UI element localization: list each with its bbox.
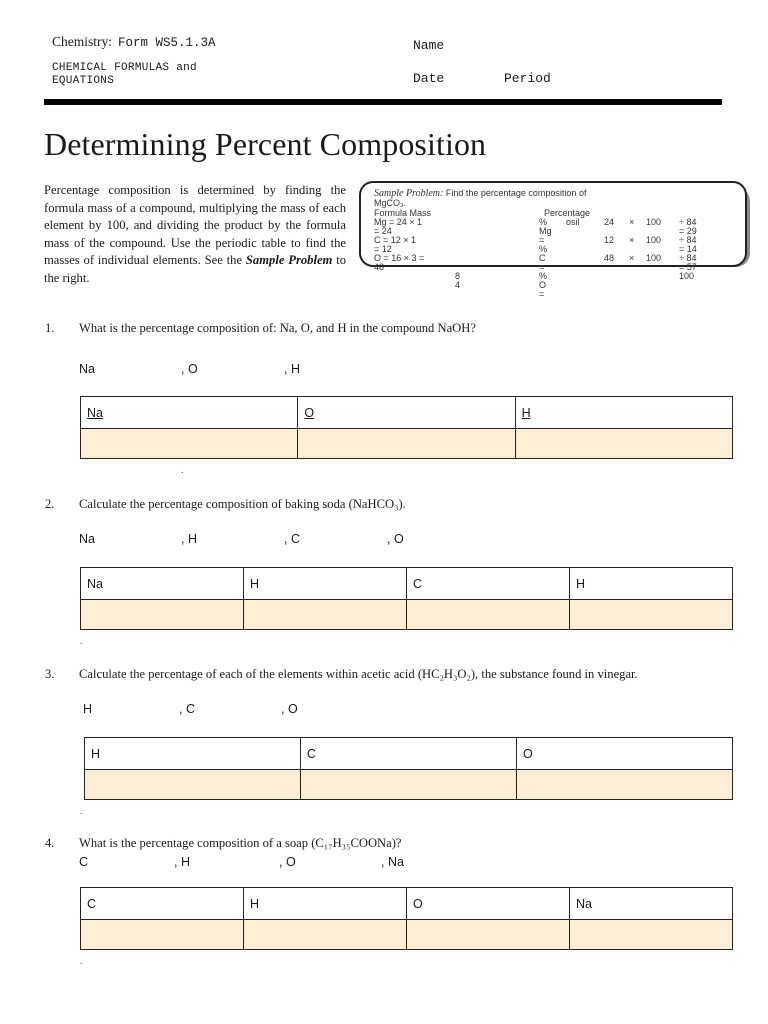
sample-compound: MgCO₃. <box>374 198 407 208</box>
sample-line-op: × <box>629 235 635 245</box>
question-text: Calculate the percentage of each of the elements within acetic acid (HC₂H₃O₂), the substance found in vinegar. <box>79 667 638 681</box>
topic-line-2: EQUATIONS <box>52 75 115 87</box>
sample-line-res: ÷ 84 <box>679 217 697 227</box>
element-blank-label: H <box>83 702 93 716</box>
element-blank-label: , O <box>387 532 404 546</box>
sample-line-mid: O <box>539 280 547 290</box>
element-blank-label: , C <box>284 532 300 546</box>
element-blank-label: , H <box>181 532 197 546</box>
question-number: 4. <box>45 836 55 850</box>
name-label: Name <box>413 38 445 53</box>
question-number: 3. <box>45 667 55 681</box>
sample-line-n2: 100 <box>646 235 662 245</box>
sample-line-res: ÷ 84 <box>679 235 697 245</box>
answer-table <box>80 567 733 630</box>
element-blank-label: , O <box>279 855 296 869</box>
element-blank-label: , O <box>281 702 298 716</box>
question-text: Calculate the percentage composition of baking soda (NaHCO₃). <box>79 497 406 511</box>
sample-line-left: O = 16 × 3 = <box>374 253 425 263</box>
answer-cell[interactable] <box>515 429 732 459</box>
sample-line-n1: 48 <box>604 253 615 263</box>
answer-cell[interactable] <box>81 920 244 950</box>
topic-label <box>52 62 197 88</box>
intro-paragraph <box>44 182 346 288</box>
question-text: What is the percentage composition of: Na, O, and H in the compound NaOH? <box>79 321 476 335</box>
column-header: O <box>517 738 733 770</box>
answer-cell[interactable] <box>81 600 244 630</box>
sample-line-mid: = <box>539 289 545 299</box>
element-blank-label: , H <box>284 362 300 376</box>
answer-cell[interactable] <box>244 600 407 630</box>
sample-line-mid: = <box>539 262 545 272</box>
sample-title-emphasis: Sample Problem: <box>374 188 444 199</box>
header-divider <box>44 99 722 105</box>
column-header: H <box>244 888 407 920</box>
element-blank-label: , H <box>174 855 190 869</box>
column-header: O <box>298 397 515 429</box>
date-label: Date <box>413 71 445 86</box>
element-blank-label: , Na <box>381 855 404 869</box>
answer-cell[interactable] <box>85 770 301 800</box>
sample-line-n2: 100 <box>646 253 662 263</box>
form-code: Form WS5.1.3A <box>118 36 216 50</box>
sample-line-res: = 57 <box>679 262 697 272</box>
sample-problem-box <box>359 181 747 299</box>
sample-line-n1: 12 <box>604 235 615 245</box>
answer-cell[interactable] <box>570 600 733 630</box>
element-blank-label: C <box>79 855 89 869</box>
sample-line-mid: % <box>539 271 548 281</box>
sample-line-res: 100 <box>679 271 695 281</box>
formula-mass-label: Formula Mass <box>374 208 432 218</box>
answer-table <box>80 887 733 950</box>
answer-table <box>80 396 733 459</box>
column-header: Na <box>81 568 244 600</box>
element-blank-label: Na <box>79 362 95 376</box>
footnote-mark: . <box>80 806 83 817</box>
sample-line-res: ÷ 84 <box>679 253 697 263</box>
topic-line-1: CHEMICAL FORMULAS and <box>52 62 197 74</box>
intro-text: Percentage composition is determined by finding the formula mass of a compound, multiplying the mass of each element by 100, and dividing the product by the formula mass of the compound. Use the periodic table to find the masses of individual elements. See the <box>44 183 346 268</box>
page-title: Determining Percent Composition <box>44 126 487 162</box>
sample-line-left: = 24 <box>374 226 392 236</box>
answer-cell[interactable] <box>244 920 407 950</box>
sample-title-rest: Find the percentage composition of <box>445 188 587 198</box>
answer-table <box>84 737 733 800</box>
period-label: Period <box>504 71 551 86</box>
column-header: C <box>301 738 517 770</box>
question-number: 1. <box>45 321 55 335</box>
answer-cell[interactable] <box>517 770 733 800</box>
sample-line-n1: 24 <box>604 217 615 227</box>
element-blank-label: , C <box>179 702 195 716</box>
sample-line-left: = 12 <box>374 244 392 254</box>
column-header: Na <box>570 888 733 920</box>
subject-label <box>52 34 216 50</box>
column-header: H <box>85 738 301 770</box>
sample-line-left: 48 <box>374 262 385 272</box>
intro-emphasis: Sample Problem <box>245 253 333 268</box>
sample-line-n2: 100 <box>646 217 662 227</box>
column-header: O <box>407 888 570 920</box>
column-header: C <box>407 568 570 600</box>
answer-cell[interactable] <box>298 429 515 459</box>
sample-line-mid: % <box>539 217 548 227</box>
question-number: 2. <box>45 497 55 511</box>
answer-cell[interactable] <box>407 920 570 950</box>
sample-line-mid: % <box>539 244 548 254</box>
sample-line-left: Mg = 24 × 1 <box>374 217 423 227</box>
sample-line-mid: = <box>539 235 545 245</box>
sample-line-left: 4 <box>455 280 461 290</box>
question-text: What is the percentage composition of a soap (C₁₇H₃₅COONa)? <box>79 836 402 850</box>
sample-line-left: 8 <box>455 271 461 281</box>
footnote-mark: . <box>80 636 83 647</box>
sample-line-left: C = 12 × 1 <box>374 235 417 245</box>
answer-cell[interactable] <box>81 429 298 459</box>
footnote-mark: . <box>181 465 184 476</box>
percentage-label: Percentage <box>544 208 591 218</box>
sample-line-res: = 14 <box>679 244 697 254</box>
sample-line-mid: Mg <box>539 226 552 236</box>
answer-cell[interactable] <box>570 920 733 950</box>
sample-line-mid2: osil <box>566 217 580 227</box>
answer-cell[interactable] <box>407 600 570 630</box>
sample-line-res: = 29 <box>679 226 697 236</box>
sample-line-op: × <box>629 217 635 227</box>
sample-line-op: × <box>629 253 635 263</box>
column-header: H <box>244 568 407 600</box>
element-blank-label: Na <box>79 532 95 546</box>
column-header: Na <box>81 397 298 429</box>
intro-tail: to the right. <box>44 253 347 285</box>
answer-cell[interactable] <box>301 770 517 800</box>
sample-line-mid: C <box>539 253 546 263</box>
column-header: H <box>570 568 733 600</box>
footnote-mark: . <box>80 956 83 967</box>
subject-text: Chemistry: <box>52 34 112 49</box>
column-header: H <box>515 397 732 429</box>
column-header: C <box>81 888 244 920</box>
element-blank-label: , O <box>181 362 198 376</box>
